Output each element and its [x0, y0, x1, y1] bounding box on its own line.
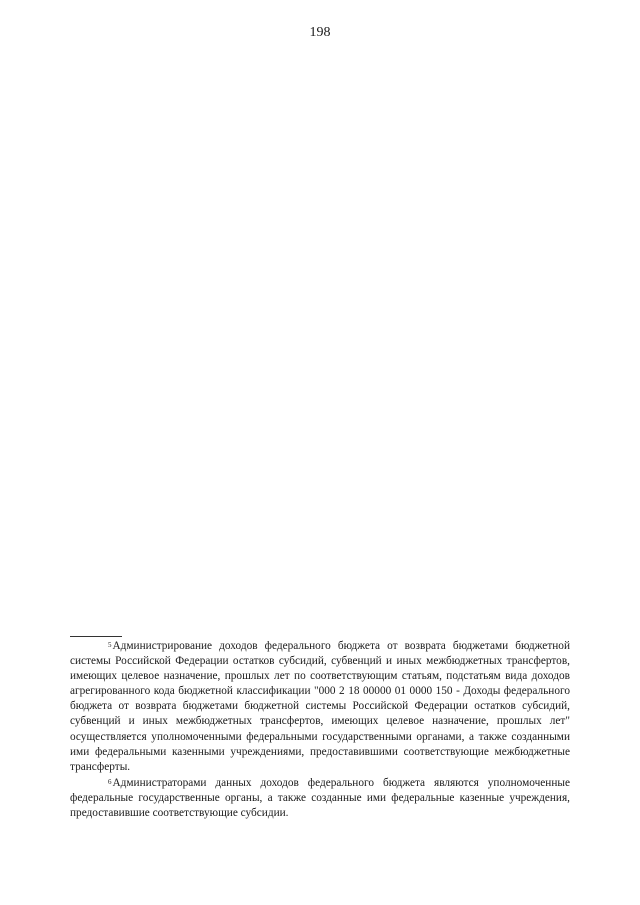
footnote-6: [70, 776, 570, 821]
page-number: 198: [309, 25, 331, 40]
footnote-marker: 6: [108, 777, 112, 786]
footnotes-section: [70, 636, 570, 821]
footnote-text: Администраторами данных доходов федерального бюджета являются уполномоченные федеральные государственные органы, а также созданные ими федеральные казенные учреждения, предоставившие соответствующие субсидии.: [70, 776, 570, 820]
footnote-text: Администрирование доходов федерального бюджета от возврата бюджетами бюджетной системы Российской Федерации остатков субсидий, субвенций и иных межбюджетных трансфертов, имеющих целевое назначение, прошлых лет по соответствующим статьям, подстатьям вида доходов агрегированного кода бюджетной классификации "000 2 18 00000 01 0000 150 - Доходы федерального бюджета от возврата бюджетами бюджетной системы Российской Федерации остатков субсидий, субвенций и иных межбюджетных трансфертов, имеющих целевое назначение, прошлых лет" осуществляется уполномоченными федеральными государственными органами, а также созданными ими федеральными казенными учреждениями, предоставившими соответствующие межбюджетные трансферты.: [70, 640, 570, 773]
footnote-separator: [70, 636, 122, 637]
footnote-marker: 5: [108, 641, 112, 649]
footnote-5: [70, 639, 570, 775]
